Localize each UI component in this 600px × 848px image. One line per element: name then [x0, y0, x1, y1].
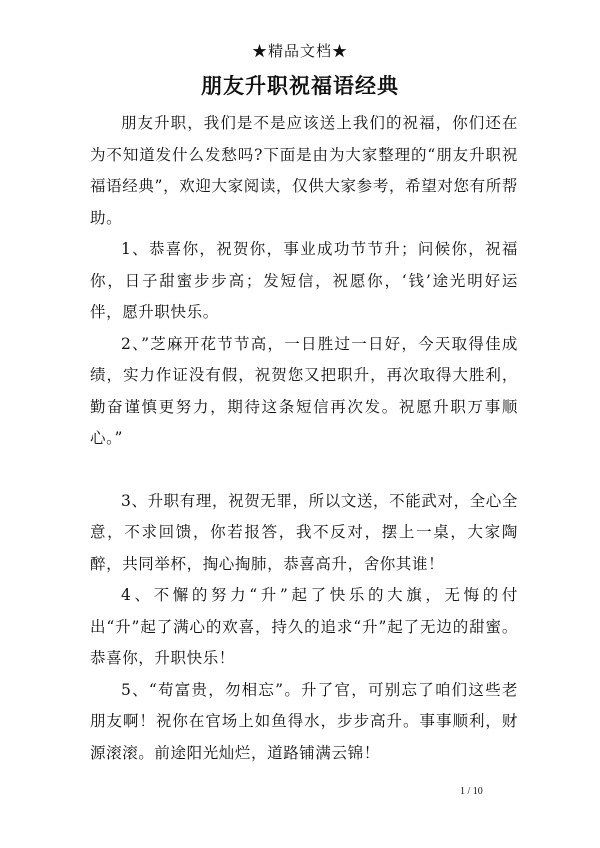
page-number: 1 / 10: [460, 786, 483, 797]
document-body: [90, 108, 518, 769]
blessing-paragraph-2: 2、”芝麻开花节节高，一日胜过一日好，今天取得佳成绩，实力作证没有假，祝贺您又把职升，再次取得大胜利，勤奋谨慎更努力，期待这条短信再次发。祝愿升职万事顺心。”: [90, 334, 518, 447]
blessing-paragraph-1: 1、恭喜你，祝贺你，事业成功节节升；问候你，祝福你，日子甜蜜步步高；发短信，祝愿你，‘钱’途光明好运伴，愿升职快乐。: [90, 240, 518, 321]
document-title: 朋友升职祝福语经典: [201, 73, 399, 98]
blessing-paragraph-4: 4、不懈的努力“升”起了快乐的大旗，无悔的付出“升”起了满心的欢喜，持久的追求“升”起了无边的甜蜜。恭喜你，升职快乐！: [90, 586, 518, 667]
intro-paragraph: 朋友升职，我们是不是应该送上我们的祝福，你们还在为不知道发什么发愁吗?下面是由为大家整理的“朋友升职祝福语经典”，欢迎大家阅读，仅供大家参考，希望对您有所帮助。: [90, 114, 518, 227]
blessing-paragraph-5: 5、“苟富贵，勿相忘”。升了官，可别忘了咱们这些老朋友啊！祝你在官场上如鱼得水，步步高升。事事顺利，财源滚滚。前途阳光灿烂，道路铺满云锦！: [90, 680, 518, 762]
document-header: ★精品文档★: [251, 42, 348, 60]
blessing-paragraph-3: 3、升职有理，祝贺无罪，所以文送，不能武对，全心全意，不求回馈，你若报答，我不反对，摆上一桌，大家陶醉，共同举杯，掏心掏肺，恭喜高升，舍你其谁！: [90, 491, 518, 573]
